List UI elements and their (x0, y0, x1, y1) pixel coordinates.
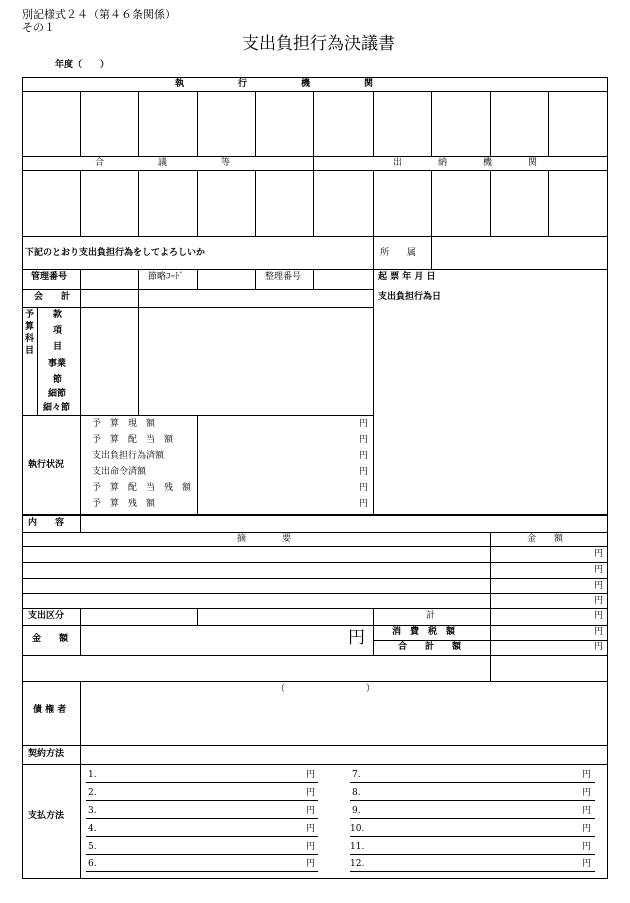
tax-unit: 円 (594, 627, 604, 637)
content-unit-3: 円 (594, 581, 604, 591)
budget-code-label: 節略ｺｰﾄﾞ (148, 272, 185, 282)
payment-right-12-no: 12. (350, 859, 365, 869)
payment-right-7-no: 7. (352, 770, 361, 780)
payment-left-2-no: 2. (88, 788, 97, 798)
budget-item-moku: 目 (53, 342, 63, 352)
budget-subject-char-4: 目 (25, 346, 35, 356)
exec-row-budget-allotment: 予 算 配 当 額 (92, 435, 174, 445)
payment-right-11-unit: 円 (582, 842, 592, 852)
form-sub-reference: その１ (22, 21, 55, 34)
fiscal-year-label: 年度（ ） (55, 60, 110, 70)
accounting-label: 会 計 (34, 292, 71, 302)
payment-left-1-unit: 円 (306, 770, 316, 780)
grand-total-label: 合 計 額 (398, 642, 462, 652)
exec-row-commitment-done: 支出負担行為済額 (92, 451, 165, 461)
exec-row-allotment-remaining: 予 算 配 当 残 額 (92, 483, 192, 493)
exec-unit-1: 円 (359, 419, 369, 429)
budget-subject-char-2: 算 (25, 322, 35, 332)
exec-row-budget-remaining: 予 算 残 額 (92, 499, 156, 509)
form-reference: 別記様式２４（第４６条関係） (22, 8, 176, 21)
payment-left-2-unit: 円 (306, 788, 316, 798)
payment-right-10-unit: 円 (582, 824, 592, 834)
exec-unit-2: 円 (359, 435, 369, 445)
commitment-date-label: 支出負担行為日 (378, 292, 442, 302)
exec-row-budget-current: 予 算 現 額 (92, 419, 156, 429)
content-unit-2: 円 (594, 565, 604, 575)
exec-unit-5: 円 (359, 483, 369, 493)
payment-left-5-no: 5. (88, 842, 97, 852)
payment-right-10-no: 10. (350, 824, 365, 834)
budget-item-kou: 項 (53, 326, 63, 336)
contract-method-label: 契約方法 (28, 749, 65, 759)
consumption-tax-label: 消 費 税 額 (392, 627, 456, 637)
payment-right-11-no: 11. (350, 842, 365, 852)
budget-item-saisaisetsu: 細々節 (43, 403, 71, 413)
amount-header: 金 額 (527, 534, 564, 544)
content-label: 内 容 (28, 518, 65, 528)
payment-left-6-unit: 円 (306, 859, 316, 869)
payment-left-4-unit: 円 (306, 824, 316, 834)
creditor-label: 債 権 者 (33, 705, 67, 715)
treasury-header: 出 納 機 関 (393, 158, 538, 168)
budget-item-setsu: 節 (53, 375, 63, 385)
subtotal-unit: 円 (594, 611, 604, 621)
payment-left-5-unit: 円 (306, 842, 316, 852)
payment-right-9-no: 9. (352, 806, 361, 816)
budget-subject-char-1: 予 (25, 310, 35, 320)
payment-left-4-no: 4. (88, 824, 97, 834)
budget-item-kan: 款 (53, 310, 63, 320)
form-frame-top (22, 77, 608, 515)
payment-right-8-unit: 円 (582, 788, 592, 798)
subtotal-label: 計 (426, 611, 436, 621)
payment-right-7-unit: 円 (582, 770, 592, 780)
grand-total-unit: 円 (594, 642, 604, 652)
reference-number-label: 整理番号 (265, 272, 302, 282)
payment-right-9-unit: 円 (582, 806, 592, 816)
payment-class-label: 支出区分 (28, 611, 65, 621)
content-unit-1: 円 (594, 549, 604, 559)
amount-label: 金 額 (32, 634, 69, 644)
request-statement: 下記のとおり支出負担行為をしてよろしいか (25, 248, 206, 258)
budget-subject-char-3: 科 (25, 334, 35, 344)
exec-unit-3: 円 (359, 451, 369, 461)
content-unit-4: 円 (594, 596, 604, 606)
exec-unit-4: 円 (359, 467, 369, 477)
payment-method-label: 支払方法 (28, 811, 65, 821)
execution-status-label: 執行状況 (28, 460, 65, 470)
council-header: 合 議 等 (95, 158, 231, 168)
summary-header: 摘 要 (237, 534, 292, 544)
management-number-label: 管理番号 (31, 272, 68, 282)
draft-date-label: 起 票 年 月 日 (378, 272, 436, 282)
payment-left-6-no: 6. (88, 859, 97, 869)
payment-left-1-no: 1. (88, 770, 97, 780)
page-title: 支出負担行為決議書 (242, 34, 395, 54)
payment-left-3-no: 3. (88, 806, 97, 816)
executing-agency-header: 執 行 機 関 (175, 79, 374, 89)
creditor-paren: （ ） (276, 684, 376, 694)
budget-item-saisetsu: 細節 (48, 389, 67, 399)
affiliation-label: 所 属 (380, 248, 417, 258)
payment-right-12-unit: 円 (582, 859, 592, 869)
payment-right-8-no: 8. (352, 788, 361, 798)
exec-row-order-done: 支出命令済額 (92, 467, 147, 477)
exec-unit-6: 円 (359, 499, 369, 509)
amount-yen-symbol: 円 (348, 628, 365, 648)
budget-item-jigyo: 事業 (48, 359, 67, 369)
payment-left-3-unit: 円 (306, 806, 316, 816)
